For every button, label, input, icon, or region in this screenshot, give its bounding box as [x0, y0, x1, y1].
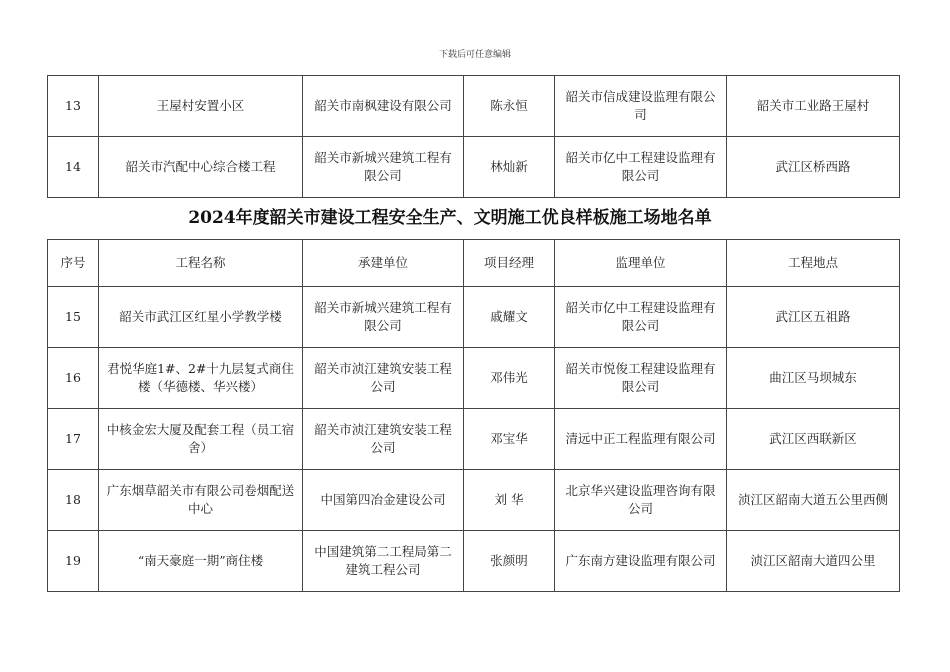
cell-builder: 韶关市新城兴建筑工程有限公司: [303, 137, 464, 198]
cell-supervisor: 广东南方建设监理有限公司: [555, 531, 727, 592]
cell-no: 13: [48, 76, 99, 137]
cell-builder: 韶关市浈江建筑安装工程公司: [303, 348, 464, 409]
cell-name: 广东烟草韶关市有限公司卷烟配送中心: [99, 470, 303, 531]
cell-supervisor: 韶关市亿中工程建设监理有限公司: [555, 137, 727, 198]
cell-supervisor: 北京华兴建设监理咨询有限公司: [555, 470, 727, 531]
cell-name: 王屋村安置小区: [99, 76, 303, 137]
table-top: [47, 75, 900, 198]
cell-no: 18: [48, 470, 99, 531]
cell-manager: 邓宝华: [464, 409, 555, 470]
list-title: 2024年度韶关市建设工程安全生产、文明施工优良样板施工场地名单: [188, 208, 712, 228]
cell-manager: 刘 华: [464, 470, 555, 531]
cell-location: 浈江区韶南大道五公里西侧: [727, 470, 900, 531]
cell-builder: 韶关市新城兴建筑工程有限公司: [303, 287, 464, 348]
cell-no: 19: [48, 531, 99, 592]
cell-manager: 林灿新: [464, 137, 555, 198]
header-note: 下载后可任意编辑: [438, 50, 511, 60]
table-row: [48, 348, 900, 409]
cell-supervisor: 韶关市悦俊工程建设监理有限公司: [555, 348, 727, 409]
cell-location: 武江区西联新区: [727, 409, 900, 470]
cell-location: 武江区五祖路: [727, 287, 900, 348]
cell-name: 中核金宏大厦及配套工程（员工宿舍）: [99, 409, 303, 470]
header-cell-supervisor: 监理单位: [555, 240, 727, 287]
cell-builder: 韶关市南枫建设有限公司: [303, 76, 464, 137]
header-cell-no: 序号: [48, 240, 99, 287]
cell-no: 15: [48, 287, 99, 348]
table-row: [48, 531, 900, 592]
cell-builder: 中国建筑第二工程局第二建筑工程公司: [303, 531, 464, 592]
table-bottom-body: [48, 287, 900, 592]
cell-supervisor: 韶关市亿中工程建设监理有限公司: [555, 287, 727, 348]
cell-location: 曲江区马坝城东: [727, 348, 900, 409]
table-top-body: [48, 76, 900, 198]
cell-manager: 戚耀文: [464, 287, 555, 348]
table-row: [48, 287, 900, 348]
table-row: [48, 470, 900, 531]
cell-no: 16: [48, 348, 99, 409]
cell-location: 韶关市工业路王屋村: [727, 76, 900, 137]
cell-supervisor: 清远中正工程监理有限公司: [555, 409, 727, 470]
cell-manager: 邓伟光: [464, 348, 555, 409]
table-bottom: [47, 239, 900, 592]
cell-manager: 陈永恒: [464, 76, 555, 137]
cell-location: 武江区桥西路: [727, 137, 900, 198]
cell-name: 韶关市汽配中心综合楼工程: [99, 137, 303, 198]
header-row: [48, 240, 900, 287]
cell-builder: 韶关市浈江建筑安装工程公司: [303, 409, 464, 470]
header-cell-location: 工程地点: [727, 240, 900, 287]
table-row: [48, 409, 900, 470]
cell-builder: 中国第四冶金建设公司: [303, 470, 464, 531]
cell-name: “南天豪庭一期”商住楼: [99, 531, 303, 592]
table-row: [48, 76, 900, 137]
header-cell-manager: 项目经理: [464, 240, 555, 287]
cell-supervisor: 韶关市信成建设监理有限公司: [555, 76, 727, 137]
cell-name: 君悦华庭1#、2#十九层复式商住楼（华德楼、华兴楼）: [99, 348, 303, 409]
cell-no: 17: [48, 409, 99, 470]
header-cell-name: 工程名称: [99, 240, 303, 287]
cell-manager: 张颜明: [464, 531, 555, 592]
header-cell-builder: 承建单位: [303, 240, 464, 287]
cell-location: 浈江区韶南大道四公里: [727, 531, 900, 592]
cell-no: 14: [48, 137, 99, 198]
cell-name: 韶关市武江区红星小学教学楼: [99, 287, 303, 348]
table-row: [48, 137, 900, 198]
